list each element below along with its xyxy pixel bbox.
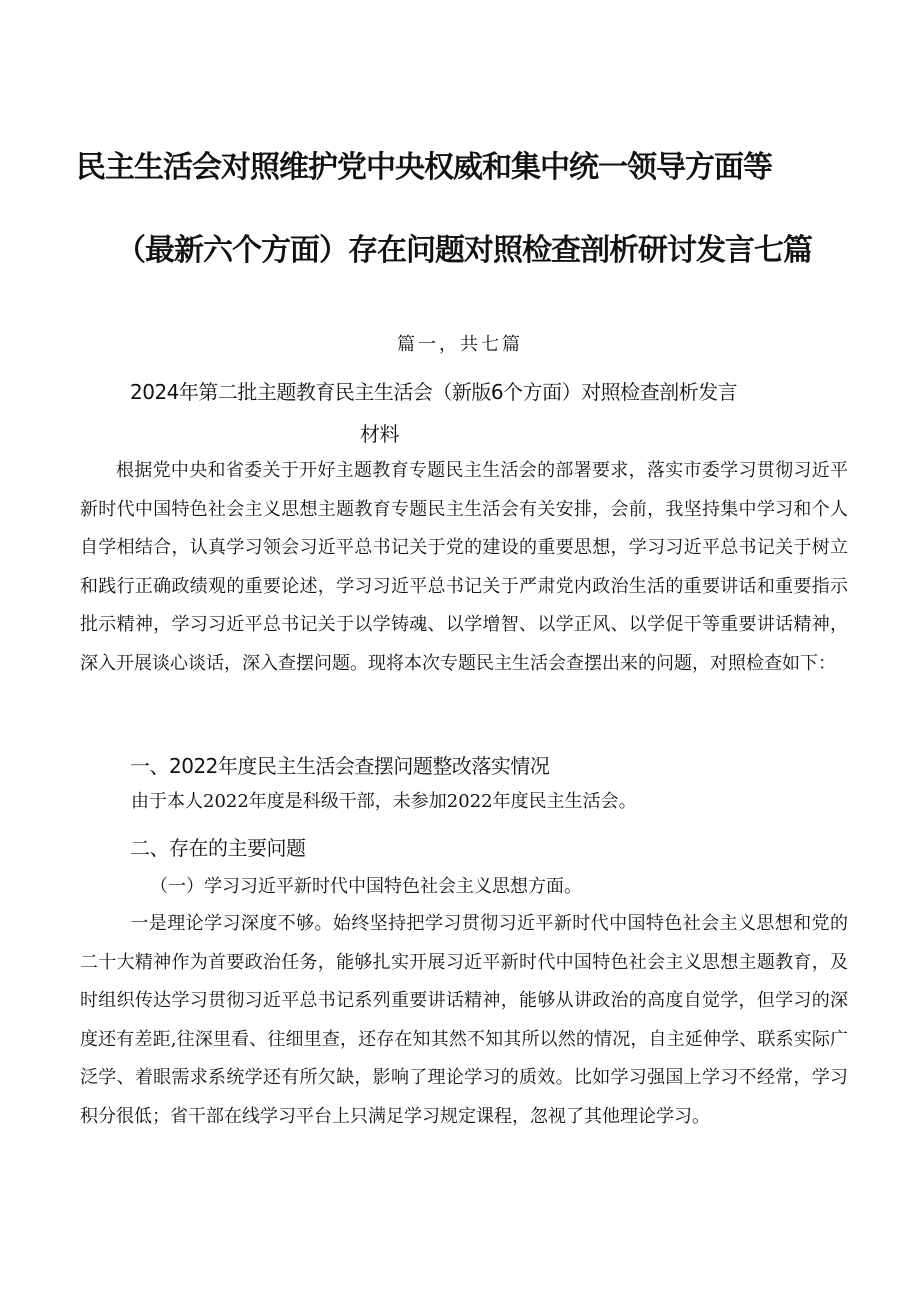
- intro-paragraph: 根据党中央和省委关于开好主题教育专题民主生活会的部署要求，落实市委学习贯彻习近平新时代中国特色社会主义思想主题教育专题民主生活会有关安排，会前，我坚持集中学习和个人自学相结合，认真学习领会习近平总书记关于党的建设的重要思想，学习习近平总书记关于树立和践行正确政绩观的重要论述，学习习近平总书记关于严肃党内政治生活的重要讲话和重要指示批示精神，学习习近平总书记关于以学铸魂、以学增智、以学正风、以学促干等重要讲话精神，深入开展谈心谈话，深入查摆问题。现将本次专题民主生活会查摆出来的问题，对照检查如下：: [80, 460, 848, 674]
- document-title-line-2: （最新六个方面）存在问题对照检查剖析研讨发言七篇: [116, 233, 812, 268]
- subtitle-line-2: 材料: [360, 422, 399, 446]
- section-1-text: 由于本人2022年度是科级干部，未参加2022年度民主生活会。: [131, 791, 637, 812]
- part-label: 篇一，共七篇: [397, 334, 523, 355]
- document-title-line-1: 民主生活会对照维护党中央权威和集中统一领导方面等: [76, 150, 772, 185]
- section-2-heading: 二、存在的主要问题: [130, 836, 306, 860]
- subsection-1-paragraph: 一是理论学习深度不够。始终坚持把学习贯彻习近平新时代中国特色社会主义思想和党的二十大精神作为首要政治任务，能够扎实开展习近平新时代中国特色社会主义思想主题教育，及时组织传达学习贯彻习近平总书记系列重要讲话精神，能够从讲政治的高度自觉学，但学习的深度还有差距,往深里看、往细里查，还存在知其然不知其所以然的情况，自主延伸学、联系实际广泛学、着眼需求系统学还有所欠缺，影响了理论学习的质效。比如学习强国上学习不经常，学习积分很低；省干部在线学习平台上只满足学习规定课程，忽视了其他理论学习。: [80, 913, 848, 1127]
- subtitle-line-1: 2024年第二批主题教育民主生活会（新版6个方面）对照检查剖析发言: [130, 380, 738, 404]
- section-1-heading: 一、2022年度民主生活会查摆问题整改落实情况: [130, 754, 550, 778]
- subsection-1-heading: （一）学习习近平新时代中国特色社会主义思想方面。: [150, 876, 582, 897]
